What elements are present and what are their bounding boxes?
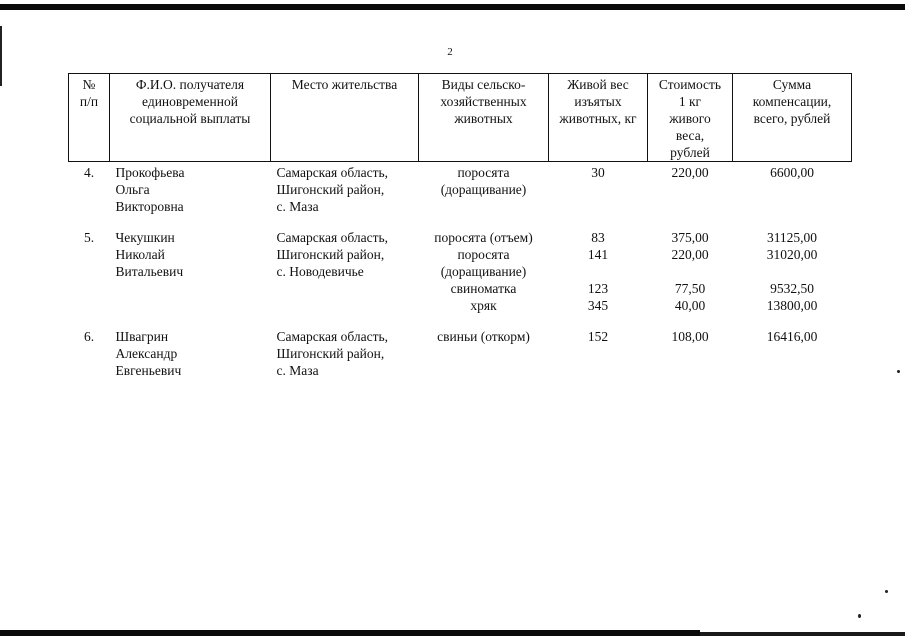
- price-per-kg: 375,00: [671, 230, 709, 245]
- animal-type: свиньи (откорм): [437, 329, 530, 344]
- recipient-name: Чекушкин Николай Витальевич: [115, 230, 184, 279]
- live-weight: 345: [587, 298, 609, 313]
- compensation-sum: 13800,00: [766, 298, 818, 313]
- animal-type: свиноматка: [450, 281, 517, 296]
- page-number: 2: [447, 46, 453, 58]
- row-number: 6.: [83, 329, 95, 344]
- price-per-kg: 220,00: [671, 247, 709, 262]
- compensation-sum: 31125,00: [766, 230, 818, 245]
- compensation-sum: 31020,00: [766, 247, 818, 262]
- animal-type: поросята (доращивание): [440, 247, 527, 279]
- residence: Самарская область, Шигонский район, с. Маза: [276, 165, 389, 214]
- live-weight: 141: [587, 247, 609, 262]
- live-weight: 83: [591, 230, 605, 245]
- recipient-name: Прокофьева Ольга Викторовна: [115, 165, 185, 214]
- scan-speck: [858, 614, 861, 618]
- header-residence: Место жительства: [271, 74, 419, 162]
- recipient-name: Швагрин Александр Евгеньевич: [115, 329, 182, 378]
- table-row: [69, 328, 852, 379]
- live-weight: 152: [587, 329, 609, 344]
- price-per-kg: 40,00: [674, 298, 706, 313]
- header-recipient-name: Ф.И.О. получателя единовременной социальной выплаты: [110, 74, 271, 162]
- compensation-table: [68, 73, 852, 379]
- live-weight: 123: [587, 281, 609, 296]
- scan-edge-top: [0, 4, 905, 10]
- price-per-kg: 220,00: [671, 165, 709, 180]
- header-number: № п/п: [69, 74, 110, 162]
- scan-edge-bottom: [0, 630, 700, 636]
- price-per-kg: 108,00: [671, 329, 709, 344]
- animal-type: поросята (доращивание): [440, 165, 527, 197]
- animal-type: поросята (отъем): [434, 230, 533, 245]
- residence: Самарская область, Шигонский район, с. Новодевичье: [276, 230, 389, 279]
- price-per-kg: 77,50: [674, 281, 706, 296]
- table-row: [69, 162, 852, 216]
- compensation-sum: 9532,50: [770, 281, 814, 296]
- row-number: 5.: [83, 230, 95, 245]
- header-compensation-sum: Сумма компенсации, всего, рублей: [733, 74, 852, 162]
- table-row: [69, 229, 852, 246]
- scan-edge-left: [0, 26, 2, 86]
- compensation-sum: 6600,00: [770, 165, 814, 180]
- header-animal-types: Виды сельско- хозяйственных животных: [419, 74, 549, 162]
- scan-speck: [885, 590, 888, 593]
- scan-speck: [897, 370, 900, 373]
- row-number: 4.: [83, 165, 95, 180]
- scan-edge-bottom-tail: [700, 632, 905, 636]
- header-live-weight: Живой вес изъятых животных, кг: [549, 74, 648, 162]
- live-weight: 30: [591, 165, 605, 180]
- table-header-row: [69, 74, 852, 162]
- residence: Самарская область, Шигонский район, с. Маза: [276, 329, 389, 378]
- animal-type: хряк: [470, 298, 497, 313]
- compensation-sum: 16416,00: [766, 329, 818, 344]
- header-price-per-kg: Стоимость 1 кг живого веса, рублей: [648, 74, 733, 162]
